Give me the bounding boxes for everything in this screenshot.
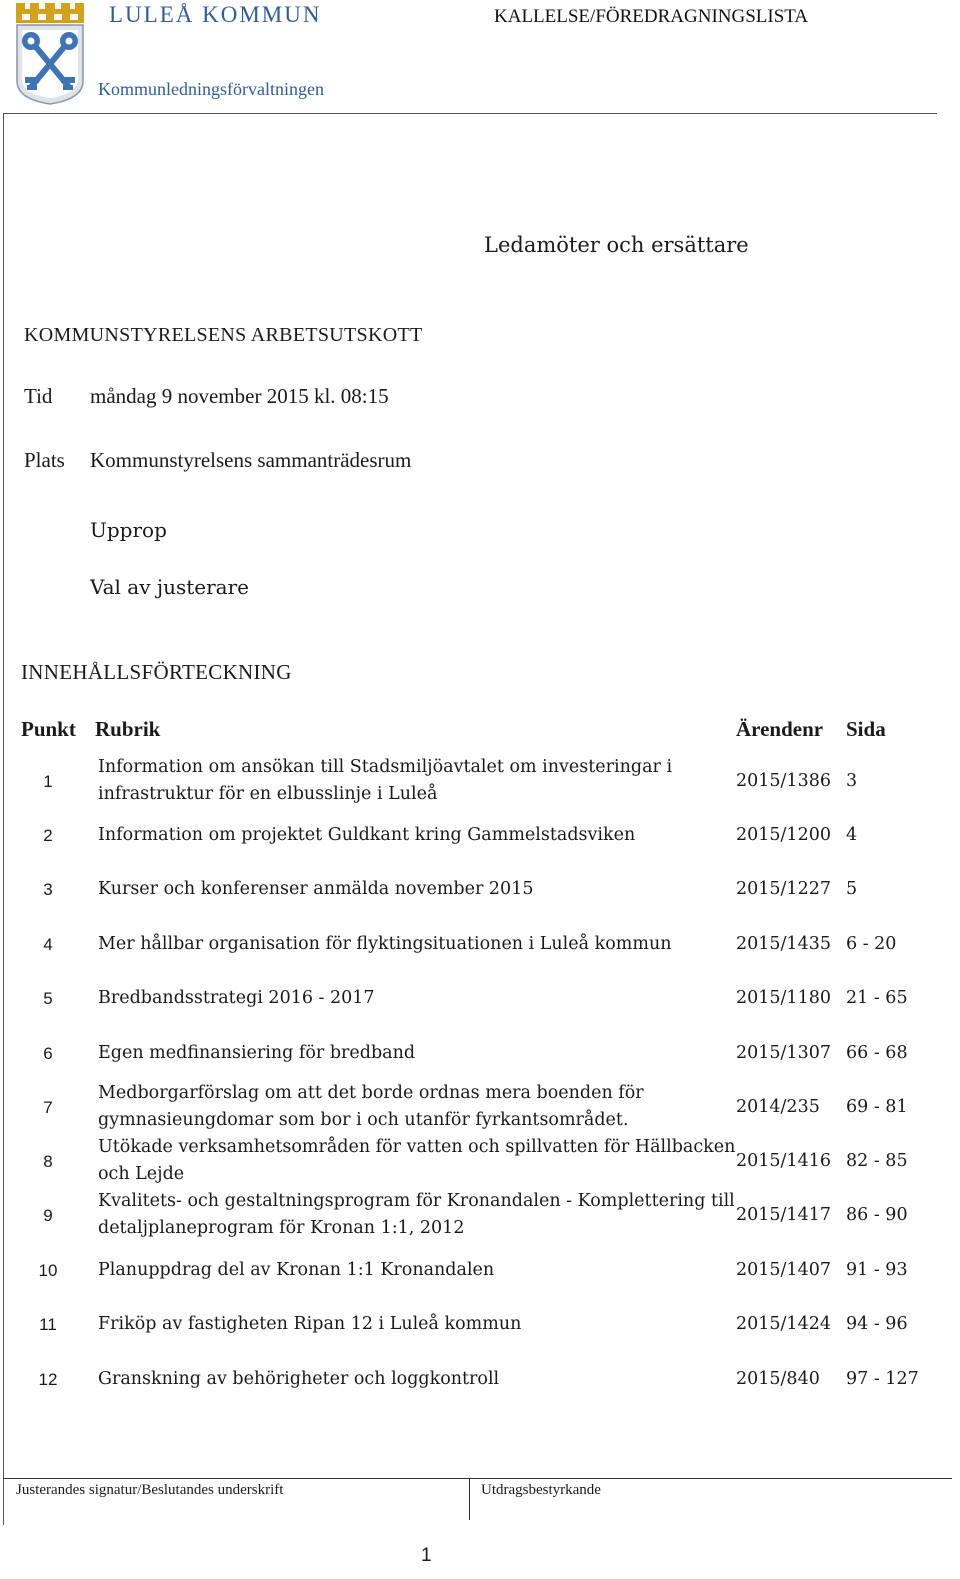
page-range: 3: [846, 770, 858, 791]
column-header-point: Punkt: [21, 717, 76, 741]
extract-certification-label: Utdragsbestyrkande: [481, 1482, 601, 1498]
case-number: 2015/1180: [736, 987, 831, 1008]
item-number: 6: [43, 1043, 53, 1063]
footer-divider: [3, 1478, 952, 1479]
case-number: 2015/840: [736, 1368, 820, 1389]
municipal-logo: [14, 3, 86, 105]
item-heading-line: Egen medfinansiering för bredband: [98, 1042, 416, 1063]
place-label: Plats: [24, 448, 65, 472]
header-divider: [3, 113, 937, 114]
left-margin-line: [3, 113, 4, 1525]
item-number: 10: [38, 1260, 58, 1280]
item-heading-line: Mer hållbar organisation för flyktingsituationen i Luleå kommun: [98, 933, 672, 954]
item-heading-line: Kvalitets- och gestaltningsprogram för Kronandalen - Komplettering till: [98, 1191, 735, 1211]
adjuster-selection: Val av justerare: [90, 575, 249, 599]
case-number: 2015/1435: [736, 933, 831, 954]
item-heading-line: Information om ansökan till Stadsmiljöavtalet om investeringar i: [98, 757, 673, 777]
time-value: måndag 9 november 2015 kl. 08:15: [90, 384, 389, 408]
time-label: Tid: [24, 384, 53, 408]
department-name: Kommunledningsförvaltningen: [98, 79, 324, 99]
item-heading-line: detaljplaneprogram för Kronan 1:1, 2012: [98, 1218, 465, 1238]
toc-title: INNEHÅLLSFÖRTECKNING: [21, 660, 292, 684]
page-range: 94 - 96: [846, 1313, 908, 1334]
case-number: 2015/1424: [736, 1313, 831, 1334]
column-header-case-number: Ärendenr: [736, 717, 824, 741]
page-range: 97 - 127: [846, 1368, 919, 1389]
item-number: 11: [39, 1314, 57, 1334]
committee-title: KOMMUNSTYRELSENS ARBETSUTSKOTT: [24, 324, 423, 346]
page-range: 91 - 93: [846, 1259, 908, 1280]
case-number: 2015/1227: [736, 878, 831, 899]
recipients: Ledamöter och ersättare: [484, 233, 749, 257]
case-number: 2015/1417: [736, 1204, 831, 1225]
item-heading-line: Bredbandsstrategi 2016 - 2017: [98, 987, 375, 1008]
document-type: KALLELSE/FÖREDRAGNINGSLISTA: [494, 6, 809, 27]
item-number: 2: [43, 825, 53, 845]
item-heading-line: Friköp av fastigheten Ripan 12 i Luleå kommun: [98, 1313, 522, 1334]
place-value: Kommunstyrelsens sammanträdesrum: [90, 448, 412, 472]
column-header-heading: Rubrik: [95, 717, 161, 741]
item-heading-line: Information om projektet Guldkant kring Gammelstadsviken: [98, 824, 636, 845]
item-heading-line: Medborgarförslag om att det borde ordnas mera boenden för: [98, 1083, 644, 1103]
page-range: 69 - 81: [846, 1096, 908, 1117]
page-range: 4: [846, 824, 858, 845]
page-number: 1: [421, 1545, 432, 1566]
item-number: 5: [43, 988, 53, 1008]
page-range: 66 - 68: [846, 1042, 908, 1063]
page-range: 21 - 65: [846, 987, 908, 1008]
page-range: 82 - 85: [846, 1150, 908, 1171]
case-number: 2015/1407: [736, 1259, 831, 1280]
item-number: 4: [43, 934, 53, 954]
item-heading-line: gymnasieungdomar som bor i och utanför fyrkantsområdet.: [98, 1110, 629, 1130]
page-range: 6 - 20: [846, 933, 897, 954]
case-number: 2014/235: [736, 1096, 820, 1117]
item-heading-line: och Lejde: [98, 1164, 185, 1184]
item-number: 12: [38, 1369, 58, 1389]
case-number: 2015/1416: [736, 1150, 831, 1171]
case-number: 2015/1386: [736, 770, 831, 791]
item-number: 8: [43, 1151, 53, 1171]
item-number: 7: [43, 1097, 53, 1117]
signature-label: Justerandes signatur/Beslutandes underskrift: [16, 1482, 284, 1498]
footer-column-divider: [469, 1478, 470, 1520]
page-range: 5: [846, 878, 858, 899]
roll-call: Upprop: [90, 518, 167, 542]
page-range: 86 - 90: [846, 1204, 908, 1225]
item-heading-line: Utökade verksamhetsområden för vatten och spillvatten för Hällbacken: [98, 1137, 736, 1157]
item-heading-line: Kurser och konferenser anmälda november 2015: [98, 878, 534, 899]
item-heading-line: Planuppdrag del av Kronan 1:1 Kronandalen: [98, 1259, 495, 1280]
item-number: 9: [43, 1205, 53, 1225]
item-number: 1: [43, 771, 53, 791]
item-heading-line: Granskning av behörigheter och loggkontroll: [98, 1368, 500, 1389]
case-number: 2015/1307: [736, 1042, 831, 1063]
organization-name: LULEÅ KOMMUN: [109, 2, 322, 27]
column-header-page: Sida: [846, 717, 886, 741]
crossed-keys-coat-of-arms-icon: [14, 90, 86, 109]
case-number: 2015/1200: [736, 824, 831, 845]
item-number: 3: [43, 879, 53, 899]
item-heading-line: infrastruktur för en elbusslinje i Luleå: [98, 784, 438, 804]
